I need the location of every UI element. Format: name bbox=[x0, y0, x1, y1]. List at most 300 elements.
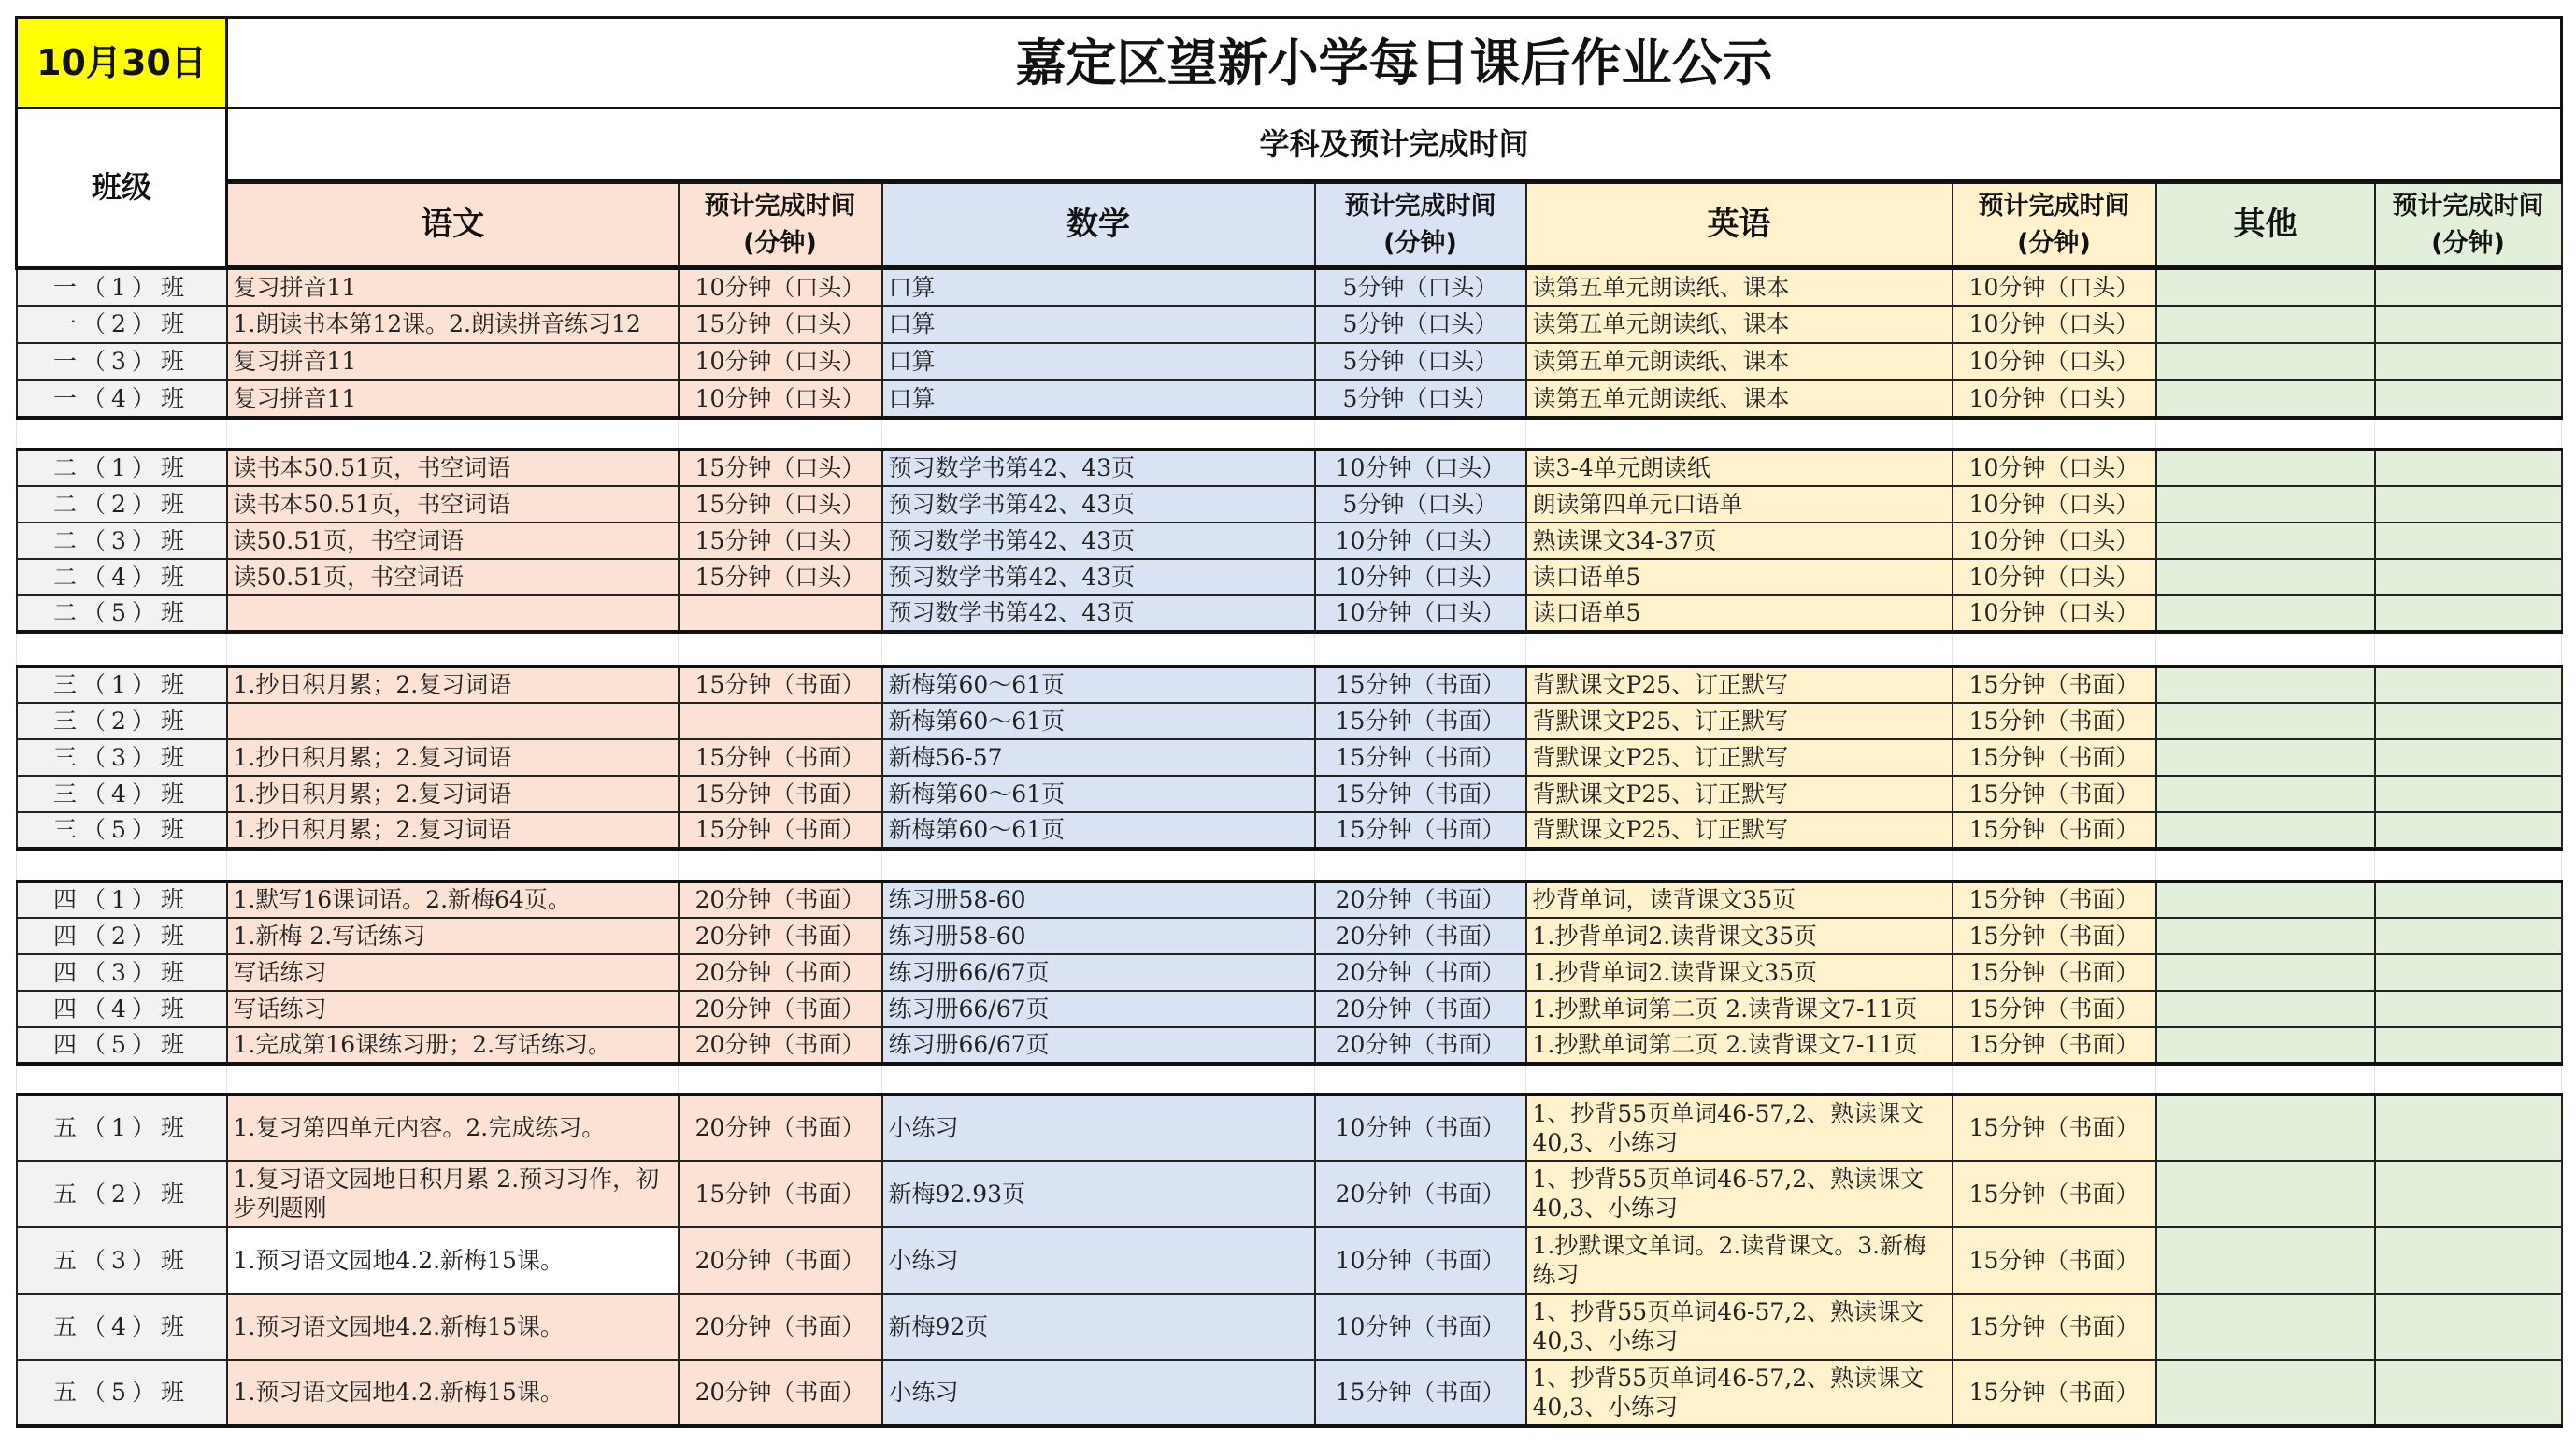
other-homework bbox=[2156, 450, 2375, 486]
spacer-cell bbox=[2375, 849, 2562, 881]
other-homework bbox=[2156, 1161, 2375, 1227]
other-homework bbox=[2156, 595, 2375, 632]
table-row bbox=[17, 776, 2562, 812]
header-math-time bbox=[1315, 182, 1526, 268]
other-homework bbox=[2156, 918, 2375, 954]
math-time: 10分钟（口头） bbox=[1315, 450, 1526, 486]
english-homework: 读3-4单元朗读纸 bbox=[1526, 450, 1953, 486]
table-row bbox=[17, 559, 2562, 595]
class-cell: 四（5）班 bbox=[17, 1027, 227, 1064]
other-homework bbox=[2156, 380, 2375, 418]
english-time: 15分钟（书面） bbox=[1953, 703, 2156, 739]
english-time: 15分钟（书面） bbox=[1953, 881, 2156, 918]
table-row bbox=[17, 486, 2562, 522]
chinese-time: 10分钟（口头） bbox=[679, 380, 882, 418]
class-cell: 一（3）班 bbox=[17, 343, 227, 380]
math-time: 20分钟（书面） bbox=[1315, 881, 1526, 918]
other-homework bbox=[2156, 666, 2375, 703]
chinese-homework: 读书本50.51页，书空词语 bbox=[227, 486, 679, 522]
chinese-time: 20分钟（书面） bbox=[679, 954, 882, 991]
spacer-cell bbox=[1315, 632, 1526, 666]
table-row bbox=[17, 954, 2562, 991]
header-english: 英语 bbox=[1526, 182, 1953, 268]
spacer-cell bbox=[17, 1064, 227, 1094]
english-time: 15分钟（书面） bbox=[1953, 739, 2156, 776]
other-homework bbox=[2156, 268, 2375, 306]
chinese-time: 10分钟（口头） bbox=[679, 268, 882, 306]
chinese-time: 20分钟（书面） bbox=[679, 1227, 882, 1294]
other-time bbox=[2375, 954, 2562, 991]
english-time: 10分钟（口头） bbox=[1953, 268, 2156, 306]
spacer-cell bbox=[679, 849, 882, 881]
english-time: 15分钟（书面） bbox=[1953, 1227, 2156, 1294]
table-row bbox=[17, 1360, 2562, 1426]
other-time bbox=[2375, 881, 2562, 918]
chinese-homework: 1.新梅 2.写话练习 bbox=[227, 918, 679, 954]
class-header: 班级 bbox=[17, 108, 227, 268]
table-row bbox=[17, 1027, 2562, 1064]
other-homework bbox=[2156, 559, 2375, 595]
english-time: 15分钟（书面） bbox=[1953, 1094, 2156, 1161]
other-homework bbox=[2156, 343, 2375, 380]
chinese-time: 15分钟（口头） bbox=[679, 306, 882, 343]
spacer-cell bbox=[227, 418, 679, 450]
math-time: 5分钟（口头） bbox=[1315, 306, 1526, 343]
english-homework: 1、抄背55页单词46-57,2、熟读课文40,3、小练习 bbox=[1526, 1094, 1953, 1161]
other-homework bbox=[2156, 954, 2375, 991]
chinese-time: 10分钟（口头） bbox=[679, 343, 882, 380]
english-time: 15分钟（书面） bbox=[1953, 954, 2156, 991]
english-time: 10分钟（口头） bbox=[1953, 595, 2156, 632]
spacer-cell bbox=[227, 849, 679, 881]
english-homework: 1、抄背55页单词46-57,2、熟读课文40,3、小练习 bbox=[1526, 1360, 1953, 1426]
spacer-cell bbox=[882, 849, 1315, 881]
chinese-homework: 复习拼音11 bbox=[227, 343, 679, 380]
homework-table bbox=[15, 16, 2563, 1428]
english-homework: 1.抄背单词2.读背课文35页 bbox=[1526, 918, 1953, 954]
chinese-homework: 1.朗读书本第12课。2.朗读拼音练习12 bbox=[227, 306, 679, 343]
chinese-time: 15分钟（书面） bbox=[679, 666, 882, 703]
spacer-cell bbox=[2156, 1064, 2375, 1094]
math-time: 15分钟（书面） bbox=[1315, 1360, 1526, 1426]
spacer-cell bbox=[1953, 418, 2156, 450]
other-homework bbox=[2156, 1294, 2375, 1360]
other-time bbox=[2375, 306, 2562, 343]
other-time bbox=[2375, 1294, 2562, 1360]
other-time bbox=[2375, 380, 2562, 418]
english-homework: 抄背单词，读背课文35页 bbox=[1526, 881, 1953, 918]
english-time: 10分钟（口头） bbox=[1953, 306, 2156, 343]
english-homework: 熟读课文34-37页 bbox=[1526, 522, 1953, 559]
table-row bbox=[17, 1094, 2562, 1161]
math-time: 15分钟（书面） bbox=[1315, 739, 1526, 776]
spacer-cell bbox=[2156, 849, 2375, 881]
class-cell: 五（1）班 bbox=[17, 1094, 227, 1161]
chinese-time: 20分钟（书面） bbox=[679, 1294, 882, 1360]
math-homework: 新梅92页 bbox=[882, 1294, 1315, 1360]
group-spacer-row bbox=[17, 849, 2562, 881]
math-time: 15分钟（书面） bbox=[1315, 703, 1526, 739]
chinese-homework: 复习拼音11 bbox=[227, 268, 679, 306]
english-homework: 1.抄默课文单词。2.读背课文。3.新梅练习 bbox=[1526, 1227, 1953, 1294]
class-cell: 四（1）班 bbox=[17, 881, 227, 918]
time-header-line1: 预计完成时间 bbox=[1978, 191, 2130, 221]
table-row bbox=[17, 343, 2562, 380]
other-time bbox=[2375, 486, 2562, 522]
other-time bbox=[2375, 666, 2562, 703]
english-time: 15分钟（书面） bbox=[1953, 812, 2156, 849]
other-time bbox=[2375, 1027, 2562, 1064]
math-time: 15分钟（书面） bbox=[1315, 812, 1526, 849]
english-homework: 背默课文P25、订正默写 bbox=[1526, 703, 1953, 739]
math-homework: 预习数学书第42、43页 bbox=[882, 559, 1315, 595]
chinese-homework: 1.抄日积月累；2.复习词语 bbox=[227, 812, 679, 849]
math-time: 5分钟（口头） bbox=[1315, 486, 1526, 522]
spacer-cell bbox=[1526, 632, 1953, 666]
spacer-cell bbox=[1953, 632, 2156, 666]
chinese-time: 15分钟（书面） bbox=[679, 1161, 882, 1227]
spacer-cell bbox=[2156, 632, 2375, 666]
spacer-cell bbox=[1953, 1064, 2156, 1094]
time-header-line2: (分钟) bbox=[2431, 228, 2505, 258]
other-homework bbox=[2156, 1027, 2375, 1064]
other-homework bbox=[2156, 703, 2375, 739]
math-homework: 练习册58-60 bbox=[882, 881, 1315, 918]
chinese-homework bbox=[227, 703, 679, 739]
chinese-homework: 1.预习语文园地4.2.新梅15课。 bbox=[227, 1227, 679, 1294]
table-row bbox=[17, 666, 2562, 703]
english-time: 15分钟（书面） bbox=[1953, 776, 2156, 812]
chinese-homework: 1.抄日积月累；2.复习词语 bbox=[227, 776, 679, 812]
math-time: 15分钟（书面） bbox=[1315, 666, 1526, 703]
spacer-cell bbox=[17, 632, 227, 666]
math-time: 5分钟（口头） bbox=[1315, 380, 1526, 418]
math-homework: 预习数学书第42、43页 bbox=[882, 486, 1315, 522]
other-time bbox=[2375, 343, 2562, 380]
class-cell: 三（5）班 bbox=[17, 812, 227, 849]
other-time bbox=[2375, 991, 2562, 1027]
chinese-time: 15分钟（书面） bbox=[679, 776, 882, 812]
table-row bbox=[17, 881, 2562, 918]
other-time bbox=[2375, 450, 2562, 486]
spacer-cell bbox=[2156, 418, 2375, 450]
math-homework: 新梅第60～61页 bbox=[882, 666, 1315, 703]
english-time: 15分钟（书面） bbox=[1953, 666, 2156, 703]
chinese-homework: 1.预习语文园地4.2.新梅15课。 bbox=[227, 1294, 679, 1360]
table-row bbox=[17, 1161, 2562, 1227]
math-time: 15分钟（书面） bbox=[1315, 776, 1526, 812]
other-time bbox=[2375, 1161, 2562, 1227]
math-homework: 新梅第60～61页 bbox=[882, 703, 1315, 739]
other-homework bbox=[2156, 1360, 2375, 1426]
table-row bbox=[17, 380, 2562, 418]
time-header-line2: (分钟) bbox=[1383, 228, 1457, 258]
class-cell: 三（1）班 bbox=[17, 666, 227, 703]
spacer-cell bbox=[17, 418, 227, 450]
math-time: 20分钟（书面） bbox=[1315, 918, 1526, 954]
spacer-cell bbox=[679, 418, 882, 450]
time-header-line1: 预计完成时间 bbox=[1344, 191, 1496, 221]
chinese-time: 20分钟（书面） bbox=[679, 918, 882, 954]
spacer-cell bbox=[1315, 418, 1526, 450]
table-row bbox=[17, 522, 2562, 559]
table-row bbox=[17, 812, 2562, 849]
math-homework: 练习册66/67页 bbox=[882, 954, 1315, 991]
math-time: 20分钟（书面） bbox=[1315, 1161, 1526, 1227]
header-chinese-time bbox=[679, 182, 882, 268]
other-homework bbox=[2156, 306, 2375, 343]
math-homework: 小练习 bbox=[882, 1227, 1315, 1294]
class-cell: 二（3）班 bbox=[17, 522, 227, 559]
class-cell: 五（4）班 bbox=[17, 1294, 227, 1360]
table-row bbox=[17, 739, 2562, 776]
chinese-homework: 读50.51页，书空词语 bbox=[227, 522, 679, 559]
spacer-cell bbox=[679, 1064, 882, 1094]
class-cell: 二（5）班 bbox=[17, 595, 227, 632]
time-header-line2: (分钟) bbox=[743, 228, 817, 258]
math-homework: 练习册66/67页 bbox=[882, 991, 1315, 1027]
math-homework: 预习数学书第42、43页 bbox=[882, 450, 1315, 486]
chinese-time: 20分钟（书面） bbox=[679, 881, 882, 918]
other-time bbox=[2375, 595, 2562, 632]
english-homework: 背默课文P25、订正默写 bbox=[1526, 739, 1953, 776]
math-homework: 练习册66/67页 bbox=[882, 1027, 1315, 1064]
english-time: 10分钟（口头） bbox=[1953, 450, 2156, 486]
chinese-time: 20分钟（书面） bbox=[679, 991, 882, 1027]
table-row bbox=[17, 1227, 2562, 1294]
english-time: 15分钟（书面） bbox=[1953, 991, 2156, 1027]
math-homework: 口算 bbox=[882, 343, 1315, 380]
other-homework bbox=[2156, 812, 2375, 849]
math-homework: 新梅56-57 bbox=[882, 739, 1315, 776]
math-time: 10分钟（口头） bbox=[1315, 595, 1526, 632]
spacer-cell bbox=[2375, 1064, 2562, 1094]
math-homework: 新梅第60～61页 bbox=[882, 812, 1315, 849]
chinese-time: 15分钟（书面） bbox=[679, 739, 882, 776]
english-time: 15分钟（书面） bbox=[1953, 1360, 2156, 1426]
chinese-homework: 1.复习语文园地日积月累 2.预习习作，初步列题刚 bbox=[227, 1161, 679, 1227]
class-cell: 二（1）班 bbox=[17, 450, 227, 486]
chinese-homework: 1.复习第四单元内容。2.完成练习。 bbox=[227, 1094, 679, 1161]
chinese-homework bbox=[227, 595, 679, 632]
math-homework: 练习册58-60 bbox=[882, 918, 1315, 954]
english-time: 10分钟（口头） bbox=[1953, 486, 2156, 522]
other-homework bbox=[2156, 1094, 2375, 1161]
other-time bbox=[2375, 703, 2562, 739]
spacer-cell bbox=[882, 632, 1315, 666]
math-homework: 新梅92.93页 bbox=[882, 1161, 1315, 1227]
english-homework: 朗读第四单元口语单 bbox=[1526, 486, 1953, 522]
other-time bbox=[2375, 918, 2562, 954]
other-time bbox=[2375, 1360, 2562, 1426]
other-homework bbox=[2156, 522, 2375, 559]
spacer-cell bbox=[882, 418, 1315, 450]
time-header-line2: (分钟) bbox=[2017, 228, 2091, 258]
english-time: 10分钟（口头） bbox=[1953, 380, 2156, 418]
math-homework: 口算 bbox=[882, 306, 1315, 343]
math-time: 10分钟（书面） bbox=[1315, 1227, 1526, 1294]
time-header-line1: 预计完成时间 bbox=[704, 191, 856, 221]
chinese-time bbox=[679, 595, 882, 632]
english-homework: 背默课文P25、订正默写 bbox=[1526, 812, 1953, 849]
group-spacer-row bbox=[17, 418, 2562, 450]
header-math: 数学 bbox=[882, 182, 1315, 268]
header-english-time bbox=[1953, 182, 2156, 268]
english-time: 15分钟（书面） bbox=[1953, 1294, 2156, 1360]
table-row bbox=[17, 306, 2562, 343]
chinese-homework: 1.抄日积月累；2.复习词语 bbox=[227, 739, 679, 776]
english-homework: 读第五单元朗读纸、课本 bbox=[1526, 306, 1953, 343]
date-cell: 10月30日 bbox=[17, 18, 227, 108]
chinese-homework: 1.预习语文园地4.2.新梅15课。 bbox=[227, 1360, 679, 1426]
english-homework: 1.抄默单词第二页 2.读背课文7-11页 bbox=[1526, 1027, 1953, 1064]
table-row bbox=[17, 991, 2562, 1027]
english-homework: 读口语单5 bbox=[1526, 595, 1953, 632]
table-row bbox=[17, 268, 2562, 306]
english-homework: 1、抄背55页单词46-57,2、熟读课文40,3、小练习 bbox=[1526, 1161, 1953, 1227]
class-cell: 三（3）班 bbox=[17, 739, 227, 776]
other-time bbox=[2375, 268, 2562, 306]
table-row bbox=[17, 1294, 2562, 1360]
english-homework: 背默课文P25、订正默写 bbox=[1526, 776, 1953, 812]
chinese-homework: 复习拼音11 bbox=[227, 380, 679, 418]
header-other-time bbox=[2375, 182, 2562, 268]
class-cell: 五（2）班 bbox=[17, 1161, 227, 1227]
english-homework: 读第五单元朗读纸、课本 bbox=[1526, 343, 1953, 380]
chinese-homework: 1.默写16课词语。2.新梅64页。 bbox=[227, 881, 679, 918]
other-time bbox=[2375, 1094, 2562, 1161]
class-cell: 一（2）班 bbox=[17, 306, 227, 343]
spacer-cell bbox=[1526, 1064, 1953, 1094]
math-time: 5分钟（口头） bbox=[1315, 343, 1526, 380]
class-cell: 一（4）班 bbox=[17, 380, 227, 418]
english-time: 15分钟（书面） bbox=[1953, 1161, 2156, 1227]
english-homework: 1、抄背55页单词46-57,2、熟读课文40,3、小练习 bbox=[1526, 1294, 1953, 1360]
group-spacer-row bbox=[17, 1064, 2562, 1094]
chinese-homework: 写话练习 bbox=[227, 991, 679, 1027]
subheader: 学科及预计完成时间 bbox=[227, 108, 2562, 182]
spacer-cell bbox=[882, 1064, 1315, 1094]
header-other: 其他 bbox=[2156, 182, 2375, 268]
spacer-cell bbox=[679, 632, 882, 666]
spacer-cell bbox=[227, 1064, 679, 1094]
spacer-cell bbox=[17, 849, 227, 881]
table-row bbox=[17, 918, 2562, 954]
other-homework bbox=[2156, 991, 2375, 1027]
chinese-time bbox=[679, 703, 882, 739]
spacer-cell bbox=[2375, 418, 2562, 450]
chinese-homework: 1.抄日积月累；2.复习词语 bbox=[227, 666, 679, 703]
chinese-time: 15分钟（书面） bbox=[679, 812, 882, 849]
spacer-cell bbox=[1953, 849, 2156, 881]
math-time: 20分钟（书面） bbox=[1315, 1027, 1526, 1064]
english-homework: 1.抄背单词2.读背课文35页 bbox=[1526, 954, 1953, 991]
other-time bbox=[2375, 522, 2562, 559]
math-homework: 小练习 bbox=[882, 1094, 1315, 1161]
math-time: 20分钟（书面） bbox=[1315, 991, 1526, 1027]
chinese-homework: 读书本50.51页，书空词语 bbox=[227, 450, 679, 486]
spacer-cell bbox=[227, 632, 679, 666]
math-time: 10分钟（书面） bbox=[1315, 1094, 1526, 1161]
other-homework bbox=[2156, 881, 2375, 918]
math-homework: 口算 bbox=[882, 268, 1315, 306]
chinese-time: 15分钟（口头） bbox=[679, 486, 882, 522]
class-cell: 五（5）班 bbox=[17, 1360, 227, 1426]
chinese-homework: 写话练习 bbox=[227, 954, 679, 991]
math-time: 5分钟（口头） bbox=[1315, 268, 1526, 306]
math-time: 10分钟（书面） bbox=[1315, 1294, 1526, 1360]
math-time: 20分钟（书面） bbox=[1315, 954, 1526, 991]
chinese-time: 15分钟（口头） bbox=[679, 522, 882, 559]
english-time: 10分钟（口头） bbox=[1953, 343, 2156, 380]
time-header-line1: 预计完成时间 bbox=[2392, 191, 2544, 221]
english-time: 10分钟（口头） bbox=[1953, 522, 2156, 559]
page-title: 嘉定区望新小学每日课后作业公示 bbox=[227, 18, 2562, 108]
chinese-time: 15分钟（口头） bbox=[679, 450, 882, 486]
class-cell: 四（4）班 bbox=[17, 991, 227, 1027]
chinese-time: 20分钟（书面） bbox=[679, 1094, 882, 1161]
class-cell: 四（3）班 bbox=[17, 954, 227, 991]
spacer-cell bbox=[1315, 849, 1526, 881]
chinese-time: 15分钟（口头） bbox=[679, 559, 882, 595]
other-homework bbox=[2156, 776, 2375, 812]
chinese-time: 20分钟（书面） bbox=[679, 1027, 882, 1064]
header-chinese: 语文 bbox=[227, 182, 679, 268]
class-cell: 三（4）班 bbox=[17, 776, 227, 812]
math-homework: 预习数学书第42、43页 bbox=[882, 595, 1315, 632]
other-time bbox=[2375, 559, 2562, 595]
other-homework bbox=[2156, 486, 2375, 522]
english-time: 10分钟（口头） bbox=[1953, 559, 2156, 595]
other-time bbox=[2375, 812, 2562, 849]
table-row bbox=[17, 703, 2562, 739]
english-homework: 读第五单元朗读纸、课本 bbox=[1526, 380, 1953, 418]
spacer-cell bbox=[2375, 632, 2562, 666]
class-cell: 四（2）班 bbox=[17, 918, 227, 954]
class-cell: 三（2）班 bbox=[17, 703, 227, 739]
class-cell: 一（1）班 bbox=[17, 268, 227, 306]
math-homework: 新梅第60～61页 bbox=[882, 776, 1315, 812]
chinese-homework: 读50.51页，书空词语 bbox=[227, 559, 679, 595]
other-time bbox=[2375, 776, 2562, 812]
class-cell: 二（4）班 bbox=[17, 559, 227, 595]
other-homework bbox=[2156, 1227, 2375, 1294]
other-time bbox=[2375, 1227, 2562, 1294]
spacer-cell bbox=[1315, 1064, 1526, 1094]
group-spacer-row bbox=[17, 632, 2562, 666]
english-time: 15分钟（书面） bbox=[1953, 918, 2156, 954]
english-time: 15分钟（书面） bbox=[1953, 1027, 2156, 1064]
table-row bbox=[17, 595, 2562, 632]
table-row bbox=[17, 450, 2562, 486]
chinese-homework: 1.完成第16课练习册；2.写话练习。 bbox=[227, 1027, 679, 1064]
chinese-time: 20分钟（书面） bbox=[679, 1360, 882, 1426]
class-cell: 二（2）班 bbox=[17, 486, 227, 522]
class-cell: 五（3）班 bbox=[17, 1227, 227, 1294]
other-time bbox=[2375, 739, 2562, 776]
math-homework: 预习数学书第42、43页 bbox=[882, 522, 1315, 559]
english-homework: 读第五单元朗读纸、课本 bbox=[1526, 268, 1953, 306]
other-homework bbox=[2156, 739, 2375, 776]
math-time: 10分钟（口头） bbox=[1315, 522, 1526, 559]
english-homework: 背默课文P25、订正默写 bbox=[1526, 666, 1953, 703]
english-homework: 1.抄默单词第二页 2.读背课文7-11页 bbox=[1526, 991, 1953, 1027]
math-homework: 小练习 bbox=[882, 1360, 1315, 1426]
spacer-cell bbox=[1526, 849, 1953, 881]
spacer-cell bbox=[1526, 418, 1953, 450]
math-homework: 口算 bbox=[882, 380, 1315, 418]
math-time: 10分钟（口头） bbox=[1315, 559, 1526, 595]
